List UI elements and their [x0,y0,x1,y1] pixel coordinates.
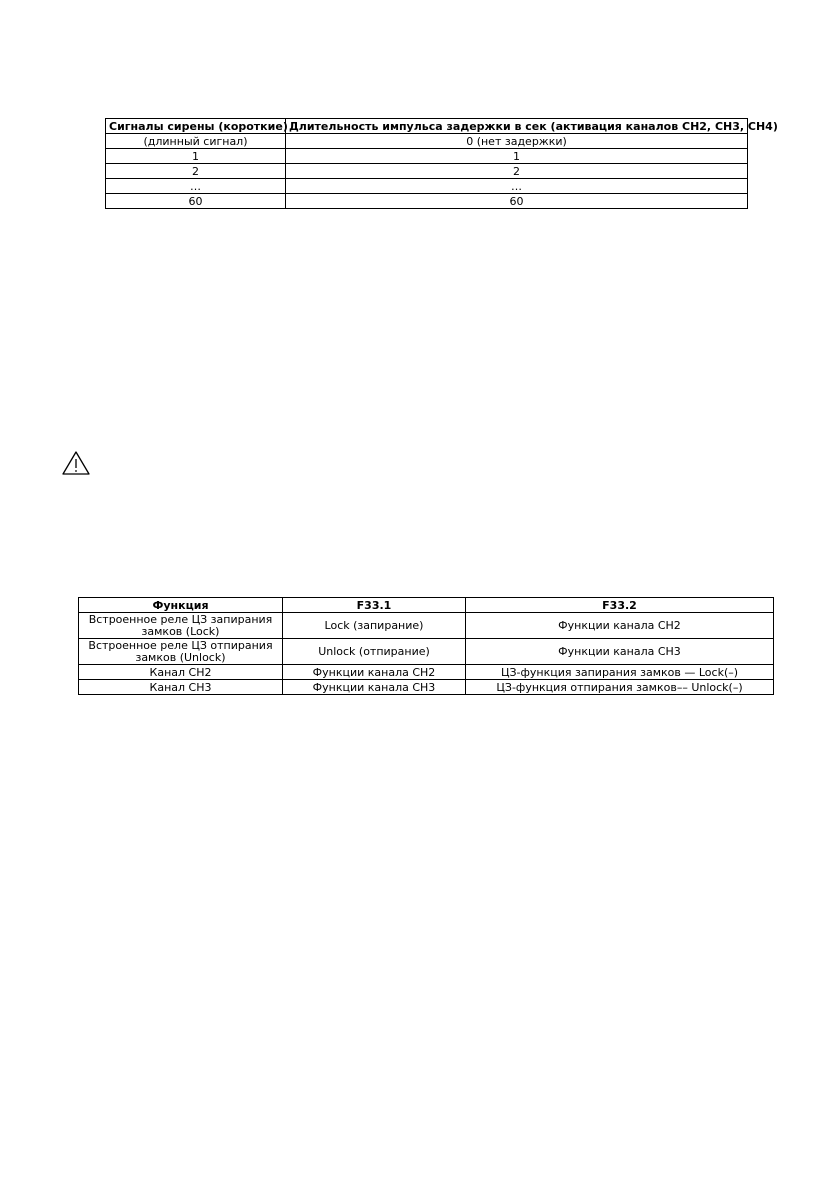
cell-signals: 60 [106,194,286,209]
table-row [79,665,774,680]
cell-function: Встроенное реле ЦЗ отпирания замков (Unlock) [79,639,283,665]
table-header-row [106,119,748,134]
table-row [79,639,774,665]
cell-delay: … [286,179,748,194]
cell-f33-1: Функции канала CH2 [283,665,466,680]
cell-f33-1: Unlock (отпирание) [283,639,466,665]
cell-delay: 2 [286,164,748,179]
table-row [79,613,774,639]
cell-signals: … [106,179,286,194]
header-f33-1: F33.1 [283,598,466,613]
header-f33-2: F33.2 [466,598,774,613]
cell-f33-2: ЦЗ-функция отпирания замков–– Unlock(–) [466,680,774,695]
cell-f33-1: Функции канала CH3 [283,680,466,695]
table-row [106,149,748,164]
cell-function: Встроенное реле ЦЗ запирания замков (Lock) [79,613,283,639]
header-function: Функция [79,598,283,613]
siren-delay-table [105,118,778,209]
table-row [79,680,774,695]
cell-f33-2: ЦЗ-функция запирания замков — Lock(–) [466,665,774,680]
cell-delay: 1 [286,149,748,164]
cell-signals: 1 [106,149,286,164]
table-row [106,134,748,149]
cell-f33-2: Функции канала CH3 [466,639,774,665]
cell-delay: 0 (нет задержки) [286,134,748,149]
cell-signals: (длинный сигнал) [106,134,286,149]
header-siren-signals: Сигналы сирены (короткие) [106,119,286,134]
table-header-row [79,598,774,613]
cell-f33-1: Lock (запирание) [283,613,466,639]
cell-f33-2: Функции канала CH2 [466,613,774,639]
table-row [106,164,748,179]
function-table [78,597,774,695]
warning-triangle-icon [61,450,91,476]
cell-function: Канал CH3 [79,680,283,695]
cell-function: Канал CH2 [79,665,283,680]
table-row [106,179,748,194]
header-delay-duration: Длительность импульса задержки в сек (активация каналов CH2, CH3, CH4) [286,119,748,134]
cell-delay: 60 [286,194,748,209]
table-row [106,194,748,209]
cell-signals: 2 [106,164,286,179]
